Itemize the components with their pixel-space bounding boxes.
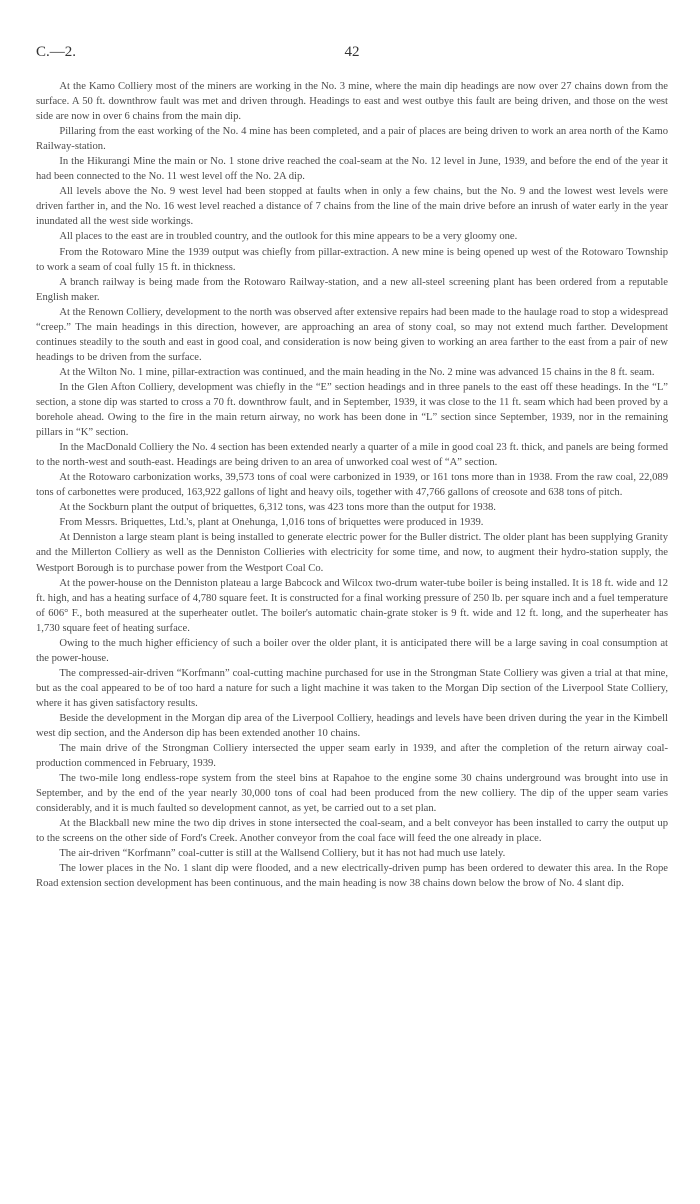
paragraph: The lower places in the No. 1 slant dip were flooded, and a new electrically-driven pump has been ordered to dewater this area. In the Rope Road extension section development has been continuous, and the main heading is now 38 chains down below the brow of No. 4 slant dip. <box>36 863 668 890</box>
page-header <box>36 44 668 64</box>
paragraph: A branch railway is being made from the Rotowaro Railway-station, and a new all-steel screening plant has been ordered from a reputable English maker. <box>36 276 668 303</box>
paragraph: Pillaring from the east working of the No. 4 mine has been completed, and a pair of places are being driven to work an area north of the Kamo Railway-station. <box>36 126 668 153</box>
paragraph: All places to the east are in troubled country, and the outlook for this mine appears to be a very gloomy one. <box>59 231 518 243</box>
paragraph: The air-driven “Korfmann” coal-cutter is still at the Wallsend Colliery, but it has not had much use lately. <box>59 848 506 860</box>
paragraph: At the Blackball new mine the two dip drives in stone intersected the coal-seam, and a belt conveyor has been installed to carry the output up to the screens on the other side of Ford's Creek. Another conveyor from the coal face will feed the one already in place. <box>36 818 668 845</box>
document-body <box>36 79 668 892</box>
paragraph: At the Wilton No. 1 mine, pillar-extraction was continued, and the main heading in the No. 2 mine was advanced 15 chains in the 8 ft. seam. <box>59 366 655 378</box>
paragraph: At the Rotowaro carbonization works, 39,573 tons of coal were carbonized in 1939, or 161 tons more than in 1938. From the raw coal, 22,089 tons of carbonettes were produced, 163,922 gallons of light and heavy oils, together with 47,766 gallons of creosote and 638 tons of pitch. <box>36 472 668 499</box>
paragraph: Beside the development in the Morgan dip area of the Liverpool Colliery, headings and levels have been driven during the year in the Kimbell west dip section, and the Anderson dip has been extended another 10 chains. <box>36 712 668 740</box>
paragraph: In the Glen Afton Colliery, development was chiefly in the “E” section headings and in three panels to the east off these headings. In the “L” section, a stone dip was started to cross a 70 ft. downthrow fault, and in September, 1939, it was close to the 11 ft. seam which had been proved by a borehole ahead. Owing to the fire in the main return airway, no work has been done in “L” section since September, 1939, nor in the remaining pillars in “K” section. <box>36 381 668 439</box>
paragraph: From the Rotowaro Mine the 1939 output was chiefly from pillar-extraction. A new mine is being opened up west of the Rotowaro Township to work a seam of coal fully 15 ft. in thickness. <box>36 246 668 273</box>
paragraph: The two-mile long endless-rope system from the steel bins at Rapahoe to the engine some 30 chains underground was brought into use in September, and by the end of the year nearly 30,000 tons of coal had been produced from the new colliery. The dip of the upper seam varies considerably, and it is much faulted so development cannot, as yet, be carried out to a set plan. <box>36 773 668 815</box>
paragraph: At the Sockburn plant the output of briquettes, 6,312 tons, was 423 tons more than the output for 1938. <box>59 502 496 514</box>
paragraph: Owing to the much higher efficiency of such a boiler over the older plant, it is anticipated there will be a large saving in coal consumption at the power-house. <box>36 637 668 664</box>
paragraph: In the Hikurangi Mine the main or No. 1 stone drive reached the coal-seam at the No. 12 level in June, 1939, and before the end of the year it had been connected to the No. 11 west level off the No. 2A dip. <box>36 156 668 183</box>
paragraph: At the power-house on the Denniston plateau a large Babcock and Wilcox two-drum water-tube boiler is being installed. It is 18 ft. wide and 12 ft. high, and has a heating surface of 4,780 square feet. It is constructed for a final working pressure of 250 lb. per square inch and a fuel temperature of 606° F., both measured at the superheater outlet. The boiler's automatic chain-grate stoker is 9 ft. wide and 12 ft. long, and the superheater has 1,730 square feet of heating surface. <box>36 577 668 634</box>
paragraph: In the MacDonald Colliery the No. 4 section has been extended nearly a quarter of a mile in good coal 23 ft. thick, and panels are being formed to the north-west and south-east. Headings are being driven to an area of unworked coal west of “A” section. <box>36 442 668 469</box>
paragraph: The main drive of the Strongman Colliery intersected the upper seam early in 1939, and after the completion of the return airway coal-production commenced in February, 1939. <box>36 743 668 770</box>
paragraph: The compressed-air-driven “Korfmann” coal-cutting machine purchased for use in the Strongman State Colliery was given a trial at that mine, but as the coal appeared to be of too hard a nature for such a light machine it was taken to the Morgan Dip section of the Liverpool State Colliery, where it has given satisfactory results. <box>36 667 668 709</box>
paragraph: At Denniston a large steam plant is being installed to generate electric power for the Buller district. The older plant has been supplying Granity and the Millerton Colliery as well as the Denniston Collieries with electricity for some time, and now, to augment their hydro-station supply, the Westport Borough is to purchase power from the Westport Coal Co. <box>36 532 668 574</box>
paragraph: At the Kamo Colliery most of the miners are working in the No. 3 mine, where the main dip headings are now over 27 chains down from the surface. A 50 ft. downthrow fault was met and driven through. Headings to east and west outbye this fault are being driven, and those on the west side are now in over 6 chains from the main dip. <box>36 81 668 123</box>
paragraph: At the Renown Colliery, development to the north was observed after extensive repairs had been made to the haulage road to stop a widespread “creep.” The main headings in this direction, however, are approaching an area of stony coal, so may not extend much farther. Development continues steadily to the south and east in good coal, and consideration is now being given to working an area farther to the east from a pair of new headings to be driven from the surface. <box>36 306 668 363</box>
paragraph: From Messrs. Briquettes, Ltd.'s, plant at Onehunga, 1,016 tons of briquettes were produced in 1939. <box>59 517 484 529</box>
paragraph: All levels above the No. 9 west level had been stopped at faults when in only a few chains, but the No. 9 and the lowest west levels were driven farther in, and the No. 16 west level reached a distance of 7 chains from the line of the main drive before an inrush of water early in the year inundated all the west side workings. <box>36 186 668 228</box>
document-reference: C.—2. <box>36 44 77 60</box>
page-number: 42 <box>344 44 360 60</box>
